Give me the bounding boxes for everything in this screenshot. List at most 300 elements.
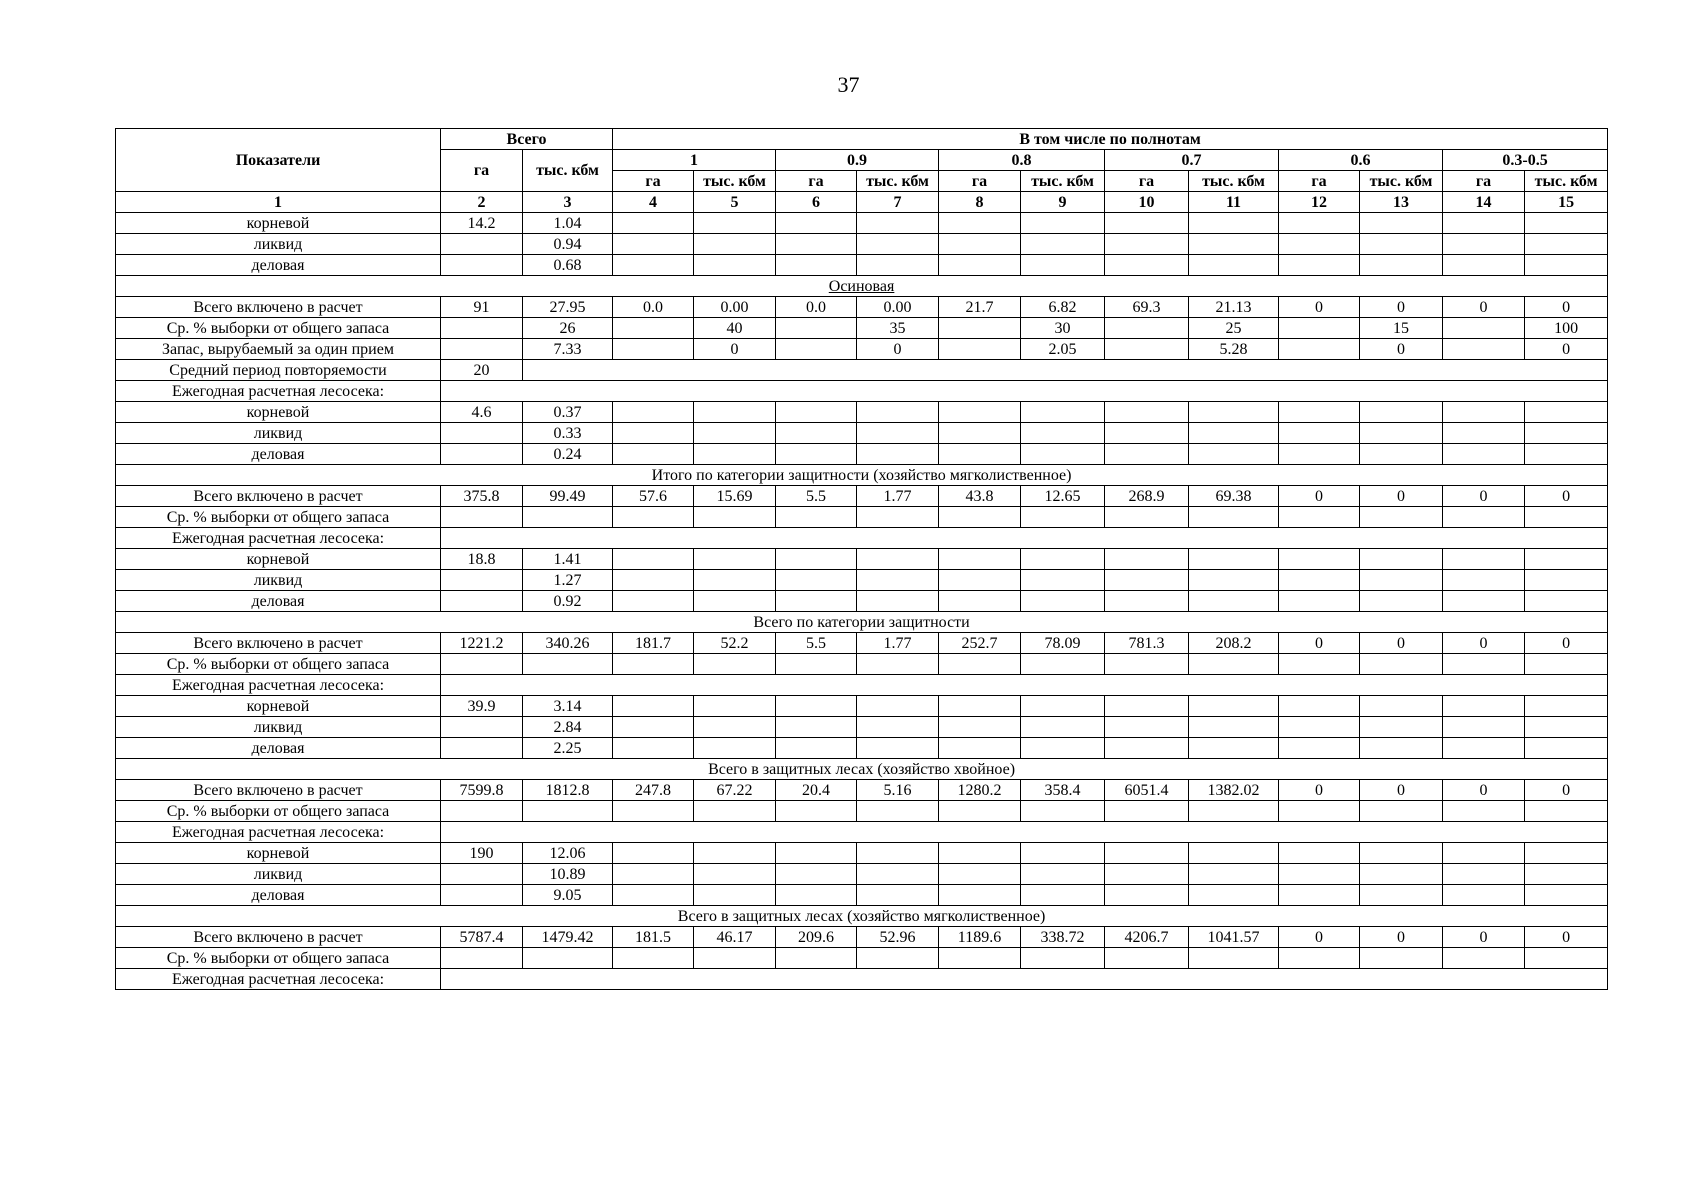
column-number: 10 [1105, 192, 1189, 213]
header-column-numbers [116, 192, 1608, 213]
column-number: 1 [116, 192, 441, 213]
table-cell [613, 885, 694, 906]
table-cell [939, 864, 1021, 885]
table-cell [1360, 213, 1443, 234]
table-cell [1279, 570, 1360, 591]
table-cell [523, 507, 613, 528]
column-number: 11 [1189, 192, 1279, 213]
table-cell [857, 654, 939, 675]
table-cell: 268.9 [1105, 486, 1189, 507]
table-cell [1525, 801, 1608, 822]
table-cell [1189, 885, 1279, 906]
table-cell: 0 [1360, 486, 1443, 507]
table-row [116, 381, 1608, 402]
section-title-text: Осиновая [828, 277, 895, 295]
table-cell [694, 948, 776, 969]
table-cell [1279, 843, 1360, 864]
table-cell [1525, 885, 1608, 906]
table-cell [939, 843, 1021, 864]
table-cell [939, 717, 1021, 738]
table-cell [1189, 801, 1279, 822]
table-cell [441, 801, 523, 822]
header-density-0-6: 0.6 [1279, 150, 1443, 171]
row-label: Ср. % выборки от общего запаса [116, 948, 441, 969]
table-row [116, 717, 1608, 738]
table-cell [857, 885, 939, 906]
table-cell [1360, 234, 1443, 255]
table-row [116, 843, 1608, 864]
table-cell [1105, 339, 1189, 360]
header-total-ha: га [441, 150, 523, 192]
table-row [116, 213, 1608, 234]
header-unit-ha: га [776, 171, 857, 192]
table-cell [776, 423, 857, 444]
table-cell [939, 696, 1021, 717]
column-number: 9 [1021, 192, 1105, 213]
row-label: Ср. % выборки от общего запаса [116, 654, 441, 675]
table-cell [1189, 948, 1279, 969]
table-cell: 0 [1443, 486, 1525, 507]
table-cell [441, 423, 523, 444]
table-cell [694, 717, 776, 738]
table-cell [939, 339, 1021, 360]
column-number: 7 [857, 192, 939, 213]
table-cell: 0 [1443, 780, 1525, 801]
table-cell [939, 255, 1021, 276]
table-cell [1279, 402, 1360, 423]
section-title-text: Всего по категории защитности [753, 613, 970, 631]
section-title [116, 906, 1608, 927]
table-cell: 52.2 [694, 633, 776, 654]
table-row [116, 738, 1608, 759]
table-cell [1021, 402, 1105, 423]
table-cell [694, 864, 776, 885]
row-label: Всего включено в расчет [116, 927, 441, 948]
table-cell [613, 654, 694, 675]
table-cell [1189, 738, 1279, 759]
table-cell [1105, 444, 1189, 465]
table-cell: 0 [1360, 339, 1443, 360]
table-cell [1279, 444, 1360, 465]
table-cell [1360, 738, 1443, 759]
table-cell [1189, 591, 1279, 612]
table-cell: 18.8 [441, 549, 523, 570]
table-cell: 7.33 [523, 339, 613, 360]
table-cell [776, 843, 857, 864]
column-number: 12 [1279, 192, 1360, 213]
table-cell [613, 570, 694, 591]
table-row [116, 927, 1608, 948]
table-cell [1021, 570, 1105, 591]
row-label: Всего включено в расчет [116, 780, 441, 801]
table-cell [1443, 864, 1525, 885]
table-cell: 20.4 [776, 780, 857, 801]
table-cell [1105, 591, 1189, 612]
table-cell [1360, 864, 1443, 885]
table-cell: 5.5 [776, 633, 857, 654]
table-cell [694, 255, 776, 276]
table-cell [1189, 549, 1279, 570]
table-cell [694, 213, 776, 234]
table-cell [1525, 696, 1608, 717]
table-cell [613, 255, 694, 276]
table-cell: 6.82 [1021, 297, 1105, 318]
table-row [116, 297, 1608, 318]
table-cell [776, 738, 857, 759]
table-cell [1525, 738, 1608, 759]
table-row [116, 507, 1608, 528]
table-row [116, 591, 1608, 612]
table-cell [1443, 591, 1525, 612]
table-cell [1525, 570, 1608, 591]
table-cell: 0 [1525, 297, 1608, 318]
table-cell: 2.84 [523, 717, 613, 738]
table-cell [1360, 402, 1443, 423]
table-cell [939, 234, 1021, 255]
table-cell [1189, 402, 1279, 423]
table-cell [1105, 885, 1189, 906]
table-cell [1021, 549, 1105, 570]
table-cell: 338.72 [1021, 927, 1105, 948]
table-cell [613, 549, 694, 570]
table-cell [857, 255, 939, 276]
table-cell: 0 [1360, 927, 1443, 948]
table-cell [1189, 717, 1279, 738]
table-cell: 46.17 [694, 927, 776, 948]
header-density-0-3-0-5: 0.3-0.5 [1443, 150, 1608, 171]
table-cell [1443, 696, 1525, 717]
table-cell [1105, 402, 1189, 423]
table-cell: 0 [857, 339, 939, 360]
table-cell [1443, 843, 1525, 864]
header-unit-volume: тыс. кбм [857, 171, 939, 192]
table-cell [776, 507, 857, 528]
table-cell [1189, 570, 1279, 591]
table-cell [1279, 717, 1360, 738]
table-cell: 57.6 [613, 486, 694, 507]
table-cell [1279, 255, 1360, 276]
table-row [116, 549, 1608, 570]
row-label: Ежегодная расчетная лесосека: [116, 969, 441, 990]
table-cell [1105, 213, 1189, 234]
table-cell [1360, 948, 1443, 969]
table-cell [1279, 654, 1360, 675]
table-cell [1525, 864, 1608, 885]
table-cell [857, 948, 939, 969]
table-cell [1105, 234, 1189, 255]
table-cell [441, 738, 523, 759]
table-cell [1279, 318, 1360, 339]
table-cell: 1189.6 [939, 927, 1021, 948]
merged-empty-cell [441, 675, 1608, 696]
table-cell [613, 843, 694, 864]
table-row [116, 969, 1608, 990]
table-cell: 1041.57 [1189, 927, 1279, 948]
table-row [116, 570, 1608, 591]
table-cell [1189, 654, 1279, 675]
table-cell [776, 696, 857, 717]
table-cell [1525, 402, 1608, 423]
row-label: ликвид [116, 570, 441, 591]
table-cell: 0.33 [523, 423, 613, 444]
table-cell [857, 717, 939, 738]
table-cell [1021, 213, 1105, 234]
header-unit-ha: га [1443, 171, 1525, 192]
row-label: Ежегодная расчетная лесосека: [116, 381, 441, 402]
table-cell [1021, 843, 1105, 864]
page-number: 37 [837, 72, 860, 97]
table-cell [1279, 507, 1360, 528]
header-unit-volume: тыс. кбм [1189, 171, 1279, 192]
table-cell [1360, 423, 1443, 444]
table-cell: 39.9 [441, 696, 523, 717]
row-label: ликвид [116, 717, 441, 738]
table-cell [776, 948, 857, 969]
table-row [116, 444, 1608, 465]
table-cell: 67.22 [694, 780, 776, 801]
row-label: деловая [116, 444, 441, 465]
table-cell: 21.7 [939, 297, 1021, 318]
row-label: Ср. % выборки от общего запаса [116, 318, 441, 339]
table-cell [694, 549, 776, 570]
table-cell [1105, 696, 1189, 717]
table-cell [776, 885, 857, 906]
table-cell [1105, 570, 1189, 591]
table-row [116, 801, 1608, 822]
table-cell [776, 444, 857, 465]
table-row [116, 780, 1608, 801]
table-row [116, 759, 1608, 780]
table-cell: 209.6 [776, 927, 857, 948]
column-number: 13 [1360, 192, 1443, 213]
table-cell: 0.0 [776, 297, 857, 318]
table-cell: 40 [694, 318, 776, 339]
table-cell: 1.04 [523, 213, 613, 234]
table-cell [857, 402, 939, 423]
table-cell [939, 591, 1021, 612]
table-cell: 0.37 [523, 402, 613, 423]
table-cell [1279, 339, 1360, 360]
table-cell [441, 654, 523, 675]
table-cell: 35 [857, 318, 939, 339]
table-cell [857, 423, 939, 444]
table-cell: 1280.2 [939, 780, 1021, 801]
table-cell: 1479.42 [523, 927, 613, 948]
table-cell: 5787.4 [441, 927, 523, 948]
table-cell [939, 801, 1021, 822]
table-cell: 21.13 [1189, 297, 1279, 318]
table-cell [1021, 423, 1105, 444]
row-label: Ср. % выборки от общего запаса [116, 507, 441, 528]
table-cell [1021, 654, 1105, 675]
table-row [116, 318, 1608, 339]
table-cell: 0 [1360, 297, 1443, 318]
table-cell: 1.77 [857, 486, 939, 507]
table-cell [613, 444, 694, 465]
table-cell [1443, 423, 1525, 444]
table-cell [1279, 213, 1360, 234]
table-cell [776, 654, 857, 675]
table-row [116, 864, 1608, 885]
header-by-density: В том числе по полнотам [613, 129, 1608, 150]
table-cell: 0.00 [694, 297, 776, 318]
row-label: Ежегодная расчетная лесосека: [116, 528, 441, 549]
table-row [116, 486, 1608, 507]
table-cell: 340.26 [523, 633, 613, 654]
table-cell [694, 843, 776, 864]
table-cell [776, 213, 857, 234]
table-cell: 43.8 [939, 486, 1021, 507]
table-cell [613, 591, 694, 612]
table-cell [1189, 696, 1279, 717]
column-number: 6 [776, 192, 857, 213]
table-cell [613, 213, 694, 234]
header-unit-volume: тыс. кбм [1360, 171, 1443, 192]
table-row [116, 339, 1608, 360]
table-cell: 190 [441, 843, 523, 864]
table-cell [694, 591, 776, 612]
table-cell [1105, 843, 1189, 864]
table-cell [1443, 507, 1525, 528]
table-cell [613, 339, 694, 360]
table-cell [857, 507, 939, 528]
table-cell [776, 591, 857, 612]
table-cell [1279, 423, 1360, 444]
table-cell [613, 402, 694, 423]
table-cell [1360, 654, 1443, 675]
table-cell: 0.92 [523, 591, 613, 612]
table-cell: 0.68 [523, 255, 613, 276]
table-row [116, 696, 1608, 717]
table-cell [1443, 402, 1525, 423]
table-cell [776, 318, 857, 339]
table-cell [857, 864, 939, 885]
section-title [116, 465, 1608, 486]
row-label: Всего включено в расчет [116, 486, 441, 507]
table-cell [857, 843, 939, 864]
table-cell [1525, 444, 1608, 465]
table-cell: 0 [1279, 927, 1360, 948]
table-row [116, 822, 1608, 843]
table-cell [1189, 213, 1279, 234]
table-cell [857, 444, 939, 465]
table-row [116, 402, 1608, 423]
table-cell [939, 213, 1021, 234]
table-cell: 781.3 [1105, 633, 1189, 654]
table-cell [694, 234, 776, 255]
table-cell [1525, 549, 1608, 570]
column-number: 14 [1443, 192, 1525, 213]
row-label: ликвид [116, 864, 441, 885]
merged-empty-cell [441, 822, 1608, 843]
table-cell: 5.28 [1189, 339, 1279, 360]
table-cell: 208.2 [1189, 633, 1279, 654]
header-density-0-9: 0.9 [776, 150, 939, 171]
row-label: деловая [116, 885, 441, 906]
column-number: 3 [523, 192, 613, 213]
table-cell [776, 234, 857, 255]
table-row [116, 906, 1608, 927]
table-cell: 26 [523, 318, 613, 339]
table-cell: 91 [441, 297, 523, 318]
merged-empty-cell [441, 528, 1608, 549]
table-cell [776, 864, 857, 885]
table-cell [1360, 507, 1443, 528]
table-cell: 10.89 [523, 864, 613, 885]
table-cell [1525, 234, 1608, 255]
table-cell [523, 801, 613, 822]
row-label: Ср. % выборки от общего запаса [116, 801, 441, 822]
table-cell: 15.69 [694, 486, 776, 507]
table-cell [776, 801, 857, 822]
table-cell [939, 444, 1021, 465]
table-cell [1021, 885, 1105, 906]
table-cell [857, 213, 939, 234]
table-cell [441, 591, 523, 612]
table-row [116, 675, 1608, 696]
table-cell [1279, 948, 1360, 969]
table-cell [1021, 738, 1105, 759]
table-cell [857, 234, 939, 255]
table-cell: 1.77 [857, 633, 939, 654]
header-unit-ha: га [939, 171, 1021, 192]
table-cell [1443, 801, 1525, 822]
table-cell [1021, 948, 1105, 969]
table-cell: 0.0 [613, 297, 694, 318]
table-cell: 7599.8 [441, 780, 523, 801]
table-cell [1105, 507, 1189, 528]
header-unit-ha: га [613, 171, 694, 192]
table-cell: 0 [1525, 339, 1608, 360]
table-cell [441, 885, 523, 906]
header-unit-volume: тыс. кбм [1525, 171, 1608, 192]
table-row [116, 633, 1608, 654]
table-cell: 1812.8 [523, 780, 613, 801]
table-cell [1360, 717, 1443, 738]
header-density-0-7: 0.7 [1105, 150, 1279, 171]
forest-cutting-table [115, 128, 1608, 990]
table-cell: 4.6 [441, 402, 523, 423]
table-cell: 252.7 [939, 633, 1021, 654]
table-cell: 0 [1279, 297, 1360, 318]
table-cell [857, 549, 939, 570]
table-cell [1443, 255, 1525, 276]
section-title [116, 759, 1608, 780]
table-cell: 5.5 [776, 486, 857, 507]
row-label: Запас, вырубаемый за один прием [116, 339, 441, 360]
table-cell [1443, 948, 1525, 969]
table-cell: 6051.4 [1105, 780, 1189, 801]
table-cell [613, 423, 694, 444]
table-cell [939, 654, 1021, 675]
table-cell [776, 570, 857, 591]
table-row [116, 948, 1608, 969]
table-cell: 0 [1525, 633, 1608, 654]
table-row [116, 276, 1608, 297]
header-density-1: 1 [613, 150, 776, 171]
table-row [116, 255, 1608, 276]
table-cell [694, 444, 776, 465]
table-cell: 99.49 [523, 486, 613, 507]
table-cell [613, 948, 694, 969]
table-cell [613, 318, 694, 339]
table-cell [1360, 801, 1443, 822]
table-cell [1443, 570, 1525, 591]
table-cell [857, 696, 939, 717]
table-cell [1021, 255, 1105, 276]
table-cell [1443, 444, 1525, 465]
table-cell [1189, 507, 1279, 528]
